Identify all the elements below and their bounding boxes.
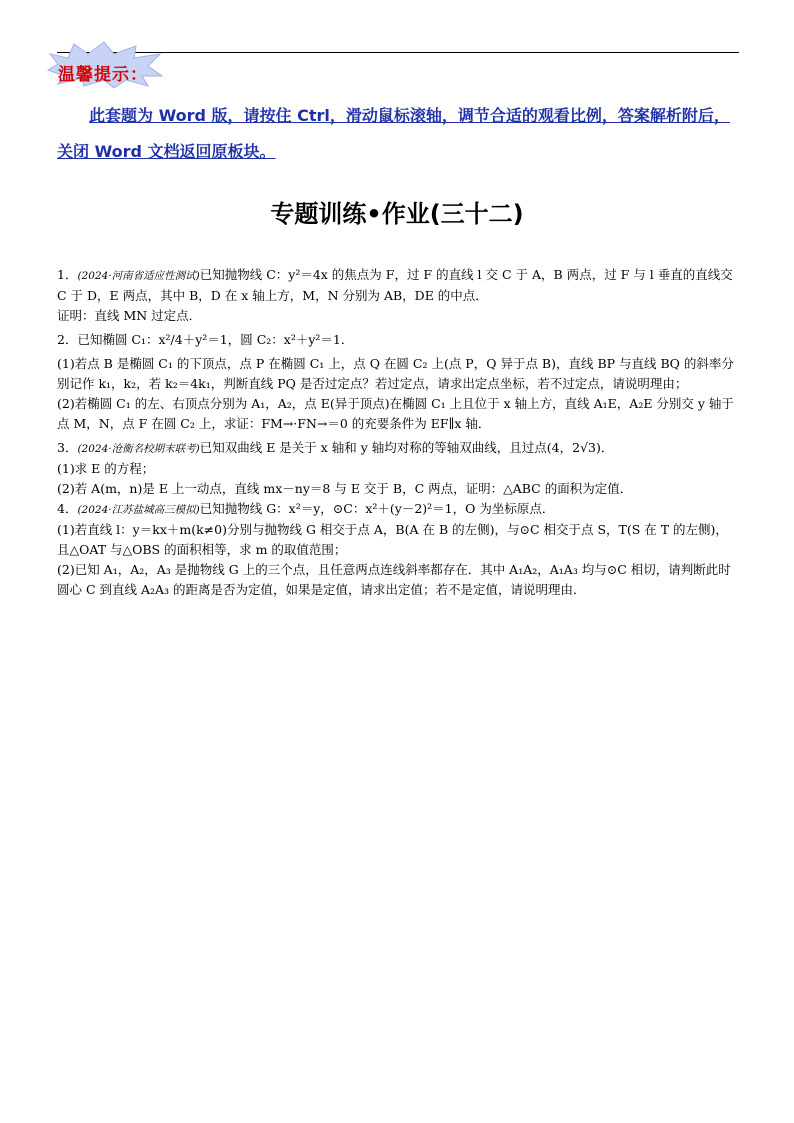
problem-part: (2)若椭圆 C₁ 的左、右顶点分别为 A₁，A₂，点 E(异于顶点)在椭圆 C₁ 上且位于 x 轴上方，直线 A₁E，A₂E 分别交 y 轴于点 M，N，点 F 在圆 C₂ 上，求证：FM→·FN→＝0 的充要条件为 EF∥x 轴． — [57, 396, 734, 431]
problem-text: 已知双曲线 E 是关于 x 轴和 y 轴均对称的等轴双曲线，且过点(4，2√3)． — [199, 440, 614, 455]
problem-part: 证明：直线 MN 过定点． — [57, 308, 202, 323]
problem-4 — [57, 499, 739, 600]
problem-2 — [57, 330, 739, 434]
problem-text: 已知椭圆 C₁：x²/4＋y²＝1，圆 C₂：x²＋y²＝1． — [77, 332, 354, 347]
problem-number: 1． — [57, 267, 78, 282]
problem-text: 已知抛物线 G：x²＝y，⊙C：x²＋(y－2)²＝1，O 为坐标原点． — [199, 501, 555, 516]
problem-number: 2． — [57, 332, 78, 347]
page-title: 专题训练•作业(三十二) — [270, 200, 524, 228]
problem-3 — [57, 438, 739, 499]
problem-source: (2024·沧衡名校期末联考) — [77, 443, 200, 455]
problem-part: (1)求 E 的方程； — [57, 461, 155, 476]
problem-part: (2)已知 A₁，A₂，A₃ 是抛物线 G 上的三个点，且任意两点连线斜率都存在．其中 A₁A₂，A₁A₃ 均与⊙C 相切，请判断此时圆心 C 到直线 A₂A₃ 的距离是否为定值，如果是定值，请求出定值；若不是定值，请说明理由． — [57, 562, 731, 597]
tip-text: 此套题为 Word 版，请按住 Ctrl，滑动鼠标滚轴，调节合适的观看比例，答案解析附后，关闭 Word 文档返回原板块。 — [57, 106, 730, 161]
problem-part: (1)若点 B 是椭圆 C₁ 的下顶点，点 P 在椭圆 C₁ 上，点 Q 在圆 C₂ 上(点 P，Q 异于点 B)，直线 BP 与直线 BQ 的斜率分别记作 k₁，k₂，若 k₂＝4k₁，判断直线 PQ 是否过定点？若过定点，请求出定点坐标，若不过定点，请说明理由； — [57, 356, 734, 391]
problem-1 — [57, 265, 739, 326]
problem-source: (2024·江苏盐城高三模拟) — [77, 504, 200, 516]
problem-part: (1)若直线 l：y＝kx＋m(k≠0)分别与抛物线 G 相交于点 A，B(A 在 B 的左侧)，与⊙C 相交于点 S，T(S 在 T 的左侧)，且△OAT 与△OBS 的面积相等，求 m 的取值范围； — [57, 522, 728, 557]
problem-list — [57, 265, 739, 600]
problem-part: (2)若 A(m，n)是 E 上一动点，直线 mx－ny＝8 与 E 交于 B，C 两点，证明：△ABC 的面积为定值． — [57, 481, 633, 496]
problem-source: (2024·河南省适应性测试) — [77, 270, 200, 282]
tip-label: 温馨提示： — [58, 65, 148, 85]
problem-number: 3． — [57, 440, 78, 455]
problem-number: 4． — [57, 501, 78, 516]
problem-text: 已知抛物线 C：y²＝4x 的焦点为 F，过 F 的直线 l 交 C 于 A，B 两点，过 F 与 l 垂直的直线交 C 于 D，E 两点，其中 B，D 在 x 轴上方，M，N 分别为 AB，DE 的中点． — [57, 267, 733, 303]
